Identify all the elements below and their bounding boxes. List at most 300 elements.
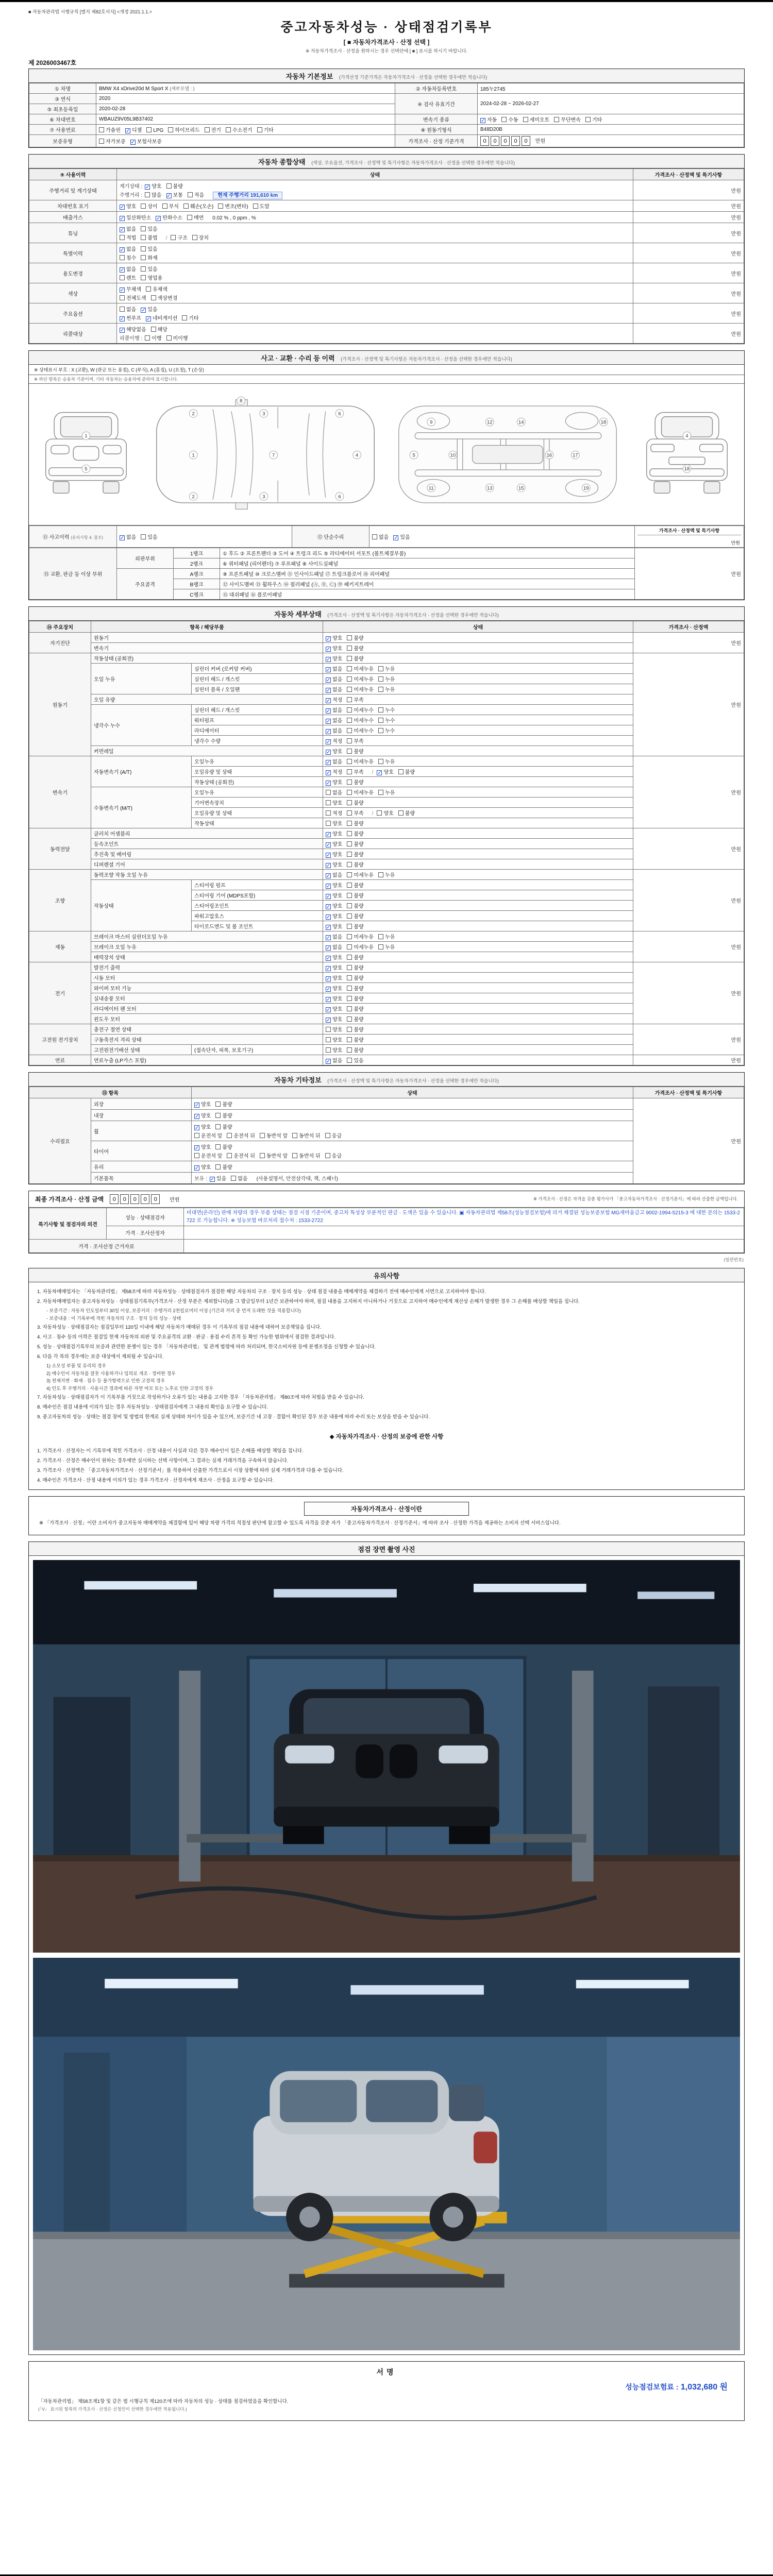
option-양호[interactable] bbox=[326, 953, 342, 961]
option-네비게이션[interactable] bbox=[146, 314, 177, 321]
checkbox-icon[interactable] bbox=[292, 1133, 297, 1138]
checkbox-icon[interactable]: ✓ bbox=[326, 935, 331, 941]
option-불량[interactable] bbox=[347, 963, 363, 971]
checkbox-icon[interactable] bbox=[347, 965, 352, 970]
option-양호[interactable] bbox=[326, 1036, 342, 1043]
option-누유[interactable] bbox=[378, 933, 395, 940]
option-없음[interactable] bbox=[326, 871, 342, 878]
checkbox-icon[interactable] bbox=[231, 1176, 236, 1181]
checkbox-icon[interactable]: ✓ bbox=[130, 140, 136, 145]
option-불량[interactable] bbox=[347, 902, 363, 909]
checkbox-icon[interactable] bbox=[347, 790, 352, 795]
checkbox-icon[interactable] bbox=[398, 810, 404, 816]
checkbox-icon[interactable]: ✓ bbox=[125, 128, 130, 134]
checkbox-icon[interactable] bbox=[141, 255, 146, 260]
option-없음[interactable] bbox=[326, 726, 342, 734]
checkbox-icon[interactable]: ✓ bbox=[120, 328, 125, 333]
checkbox-icon[interactable]: ✓ bbox=[326, 719, 331, 724]
option-양호[interactable] bbox=[194, 1143, 211, 1150]
option-있음[interactable] bbox=[141, 533, 157, 540]
option-부족[interactable] bbox=[347, 768, 363, 775]
option-적정[interactable] bbox=[326, 809, 342, 817]
option-양호[interactable] bbox=[326, 829, 342, 837]
option-수동[interactable] bbox=[501, 115, 518, 123]
checkbox-icon[interactable]: ✓ bbox=[326, 698, 331, 704]
option-양호[interactable] bbox=[326, 994, 342, 1002]
option-기타[interactable] bbox=[257, 126, 274, 133]
option-기타[interactable] bbox=[585, 115, 602, 123]
checkbox-icon[interactable] bbox=[347, 1047, 352, 1053]
checkbox-icon[interactable] bbox=[183, 204, 189, 209]
option-양호[interactable] bbox=[326, 922, 342, 930]
checkbox-icon[interactable]: ✓ bbox=[326, 987, 331, 992]
option-불량[interactable] bbox=[347, 1036, 363, 1043]
option-불량[interactable] bbox=[347, 860, 363, 868]
checkbox-icon[interactable] bbox=[227, 1153, 232, 1158]
checkbox-icon[interactable]: ✓ bbox=[326, 677, 331, 683]
option-있음[interactable] bbox=[347, 1056, 363, 1064]
checkbox-icon[interactable] bbox=[347, 872, 352, 877]
checkbox-icon[interactable] bbox=[166, 335, 172, 341]
checkbox-icon[interactable]: ✓ bbox=[326, 945, 331, 951]
option-양호[interactable] bbox=[326, 963, 342, 971]
checkbox-icon[interactable] bbox=[151, 327, 156, 332]
checkbox-icon[interactable]: ✓ bbox=[145, 184, 150, 190]
option-누수[interactable] bbox=[378, 706, 395, 714]
checkbox-icon[interactable] bbox=[166, 183, 172, 189]
checkbox-icon[interactable] bbox=[378, 759, 383, 764]
option-불량[interactable] bbox=[215, 1123, 232, 1130]
option-양호[interactable] bbox=[326, 860, 342, 868]
option-없음[interactable] bbox=[326, 788, 342, 796]
checkbox-icon[interactable] bbox=[218, 204, 223, 209]
checkbox-icon[interactable] bbox=[378, 934, 383, 939]
option-응급[interactable] bbox=[325, 1151, 342, 1159]
checkbox-icon[interactable]: ✓ bbox=[326, 647, 331, 652]
option-미세누수[interactable] bbox=[347, 726, 374, 734]
checkbox-icon[interactable] bbox=[120, 255, 125, 260]
checkbox-icon[interactable] bbox=[347, 779, 352, 785]
option-불량[interactable] bbox=[347, 1046, 363, 1054]
checkbox-icon[interactable]: ✓ bbox=[195, 1165, 199, 1171]
checkbox-icon[interactable]: ✓ bbox=[326, 781, 331, 786]
checkbox-icon[interactable] bbox=[347, 893, 352, 898]
option-운전석 뒤[interactable] bbox=[227, 1131, 255, 1139]
option-불량[interactable] bbox=[347, 1025, 363, 1033]
checkbox-icon[interactable] bbox=[326, 790, 331, 795]
option-부족[interactable] bbox=[347, 809, 363, 817]
checkbox-icon[interactable]: ✓ bbox=[326, 884, 331, 889]
checkbox-icon[interactable]: ✓ bbox=[326, 842, 331, 848]
checkbox-icon[interactable] bbox=[141, 226, 146, 231]
option-양호[interactable] bbox=[326, 778, 342, 786]
option-불량[interactable] bbox=[347, 912, 363, 920]
option-동반석 뒤[interactable] bbox=[292, 1151, 320, 1159]
option-하이브리드[interactable] bbox=[168, 126, 199, 133]
checkbox-icon[interactable] bbox=[141, 275, 146, 280]
option-부족[interactable] bbox=[347, 737, 363, 744]
checkbox-icon[interactable] bbox=[120, 275, 125, 280]
option-부식[interactable] bbox=[162, 202, 179, 210]
checkbox-icon[interactable] bbox=[501, 117, 507, 122]
price-survey-select[interactable]: [ ■ 자동차가격조사 · 산정 선택 ] bbox=[343, 39, 430, 46]
option-불량[interactable] bbox=[347, 994, 363, 1002]
option-양호[interactable] bbox=[326, 819, 342, 827]
option-양호[interactable] bbox=[145, 182, 161, 190]
checkbox-icon[interactable]: ✓ bbox=[326, 636, 331, 642]
option-불량[interactable] bbox=[347, 1015, 363, 1023]
option-불량[interactable] bbox=[398, 809, 415, 817]
option-불량[interactable] bbox=[347, 974, 363, 981]
option-불량[interactable] bbox=[398, 768, 415, 775]
checkbox-icon[interactable]: ✓ bbox=[326, 832, 331, 838]
checkbox-icon[interactable] bbox=[554, 117, 559, 122]
checkbox-icon[interactable] bbox=[99, 139, 104, 144]
checkbox-icon[interactable] bbox=[260, 1133, 265, 1138]
option-누유[interactable] bbox=[378, 871, 395, 878]
checkbox-icon[interactable] bbox=[378, 707, 383, 713]
option-수소전기[interactable] bbox=[226, 126, 253, 133]
checkbox-icon[interactable] bbox=[326, 821, 331, 826]
option-불량[interactable] bbox=[347, 840, 363, 848]
option-미세누유[interactable] bbox=[347, 685, 374, 693]
checkbox-icon[interactable]: ✓ bbox=[481, 118, 485, 124]
checkbox-icon[interactable]: ✓ bbox=[326, 739, 331, 745]
option-불량[interactable] bbox=[347, 891, 363, 899]
option-불량[interactable] bbox=[347, 829, 363, 837]
option-양호[interactable] bbox=[326, 799, 342, 806]
option-기타[interactable] bbox=[182, 314, 198, 321]
option-가솔린[interactable] bbox=[99, 126, 121, 133]
checkbox-icon[interactable] bbox=[347, 934, 352, 939]
checkbox-icon[interactable]: ✓ bbox=[326, 914, 331, 920]
checkbox-icon[interactable]: ✓ bbox=[120, 227, 125, 233]
option-장치[interactable] bbox=[192, 233, 209, 241]
checkbox-icon[interactable] bbox=[141, 235, 146, 240]
option-양호[interactable] bbox=[326, 747, 342, 755]
checkbox-icon[interactable]: ✓ bbox=[326, 1018, 331, 1023]
option-양호[interactable] bbox=[326, 1005, 342, 1012]
option-많음[interactable] bbox=[145, 191, 161, 198]
checkbox-icon[interactable] bbox=[523, 117, 528, 122]
option-누유[interactable] bbox=[378, 675, 395, 683]
checkbox-icon[interactable] bbox=[378, 687, 383, 692]
option-탄화수소[interactable] bbox=[156, 213, 182, 221]
checkbox-icon[interactable]: ✓ bbox=[326, 657, 331, 663]
option-유채색[interactable] bbox=[146, 285, 167, 293]
checkbox-icon[interactable] bbox=[585, 117, 591, 122]
checkbox-icon[interactable]: ✓ bbox=[326, 904, 331, 910]
checkbox-icon[interactable] bbox=[378, 718, 383, 723]
checkbox-icon[interactable] bbox=[347, 749, 352, 754]
option-없음[interactable] bbox=[326, 706, 342, 714]
option-양호[interactable] bbox=[194, 1123, 211, 1130]
option-전체도색[interactable] bbox=[120, 294, 146, 301]
option-양호[interactable] bbox=[326, 654, 342, 662]
option-있음[interactable] bbox=[393, 533, 410, 540]
checkbox-icon[interactable]: ✓ bbox=[195, 1125, 199, 1131]
option-양호[interactable] bbox=[326, 850, 342, 858]
option-불량[interactable] bbox=[215, 1111, 232, 1119]
option-미세누유[interactable] bbox=[347, 757, 374, 765]
checkbox-icon[interactable]: ✓ bbox=[326, 760, 331, 766]
option-미세누유[interactable] bbox=[347, 675, 374, 683]
checkbox-icon[interactable] bbox=[347, 759, 352, 764]
checkbox-icon[interactable] bbox=[194, 1133, 199, 1138]
checkbox-icon[interactable]: ✓ bbox=[377, 770, 382, 776]
option-해당없음[interactable] bbox=[120, 325, 146, 333]
option-양호[interactable] bbox=[194, 1111, 211, 1119]
checkbox-icon[interactable]: ✓ bbox=[326, 1007, 331, 1013]
checkbox-icon[interactable] bbox=[99, 127, 104, 132]
checkbox-icon[interactable]: ✓ bbox=[394, 535, 398, 541]
option-누유[interactable] bbox=[378, 943, 395, 951]
option-이행[interactable] bbox=[145, 334, 161, 342]
checkbox-icon[interactable]: ✓ bbox=[141, 308, 146, 313]
option-보험사보증[interactable] bbox=[130, 137, 162, 145]
checkbox-icon[interactable]: ✓ bbox=[326, 997, 331, 1003]
checkbox-icon[interactable] bbox=[347, 1058, 352, 1063]
checkbox-icon[interactable] bbox=[347, 996, 352, 1001]
option-응급[interactable] bbox=[325, 1131, 342, 1139]
checkbox-icon[interactable] bbox=[151, 295, 156, 300]
option-해당[interactable] bbox=[151, 325, 167, 333]
option-있음[interactable] bbox=[210, 1174, 226, 1182]
checkbox-icon[interactable]: ✓ bbox=[326, 667, 331, 673]
option-미세누유[interactable] bbox=[347, 943, 374, 951]
checkbox-icon[interactable] bbox=[378, 676, 383, 682]
checkbox-icon[interactable] bbox=[347, 955, 352, 960]
checkbox-icon[interactable]: ✓ bbox=[156, 216, 161, 222]
checkbox-icon[interactable] bbox=[145, 192, 150, 197]
checkbox-icon[interactable] bbox=[347, 821, 352, 826]
option-세미오토[interactable] bbox=[523, 115, 550, 123]
option-없음[interactable] bbox=[120, 533, 136, 540]
checkbox-icon[interactable]: ✓ bbox=[326, 708, 331, 714]
option-불량[interactable] bbox=[347, 850, 363, 858]
option-운전석 뒤[interactable] bbox=[227, 1151, 255, 1159]
checkbox-icon[interactable] bbox=[162, 204, 167, 209]
option-불량[interactable] bbox=[215, 1143, 232, 1150]
option-양호[interactable] bbox=[326, 840, 342, 848]
checkbox-icon[interactable]: ✓ bbox=[120, 267, 125, 273]
checkbox-icon[interactable]: ✓ bbox=[120, 205, 125, 210]
checkbox-icon[interactable]: ✓ bbox=[326, 688, 331, 693]
option-동반석 뒤[interactable] bbox=[292, 1131, 320, 1139]
option-불량[interactable] bbox=[166, 182, 183, 190]
checkbox-icon[interactable] bbox=[326, 1027, 331, 1032]
option-없음[interactable] bbox=[120, 245, 136, 252]
option-누유[interactable] bbox=[378, 757, 395, 765]
checkbox-icon[interactable] bbox=[347, 862, 352, 867]
checkbox-icon[interactable] bbox=[347, 718, 352, 723]
checkbox-icon[interactable] bbox=[141, 534, 146, 539]
option-미세누유[interactable] bbox=[347, 665, 374, 672]
option-일산화탄소[interactable] bbox=[120, 213, 151, 221]
checkbox-icon[interactable] bbox=[260, 1153, 265, 1158]
checkbox-icon[interactable] bbox=[347, 666, 352, 671]
checkbox-icon[interactable] bbox=[215, 1101, 221, 1107]
option-양호[interactable] bbox=[377, 768, 393, 775]
option-화재[interactable] bbox=[141, 253, 157, 261]
checkbox-icon[interactable]: ✓ bbox=[120, 535, 125, 541]
option-상이[interactable] bbox=[141, 202, 157, 210]
option-누유[interactable] bbox=[378, 788, 395, 796]
option-불량[interactable] bbox=[347, 799, 363, 806]
option-색상변경[interactable] bbox=[151, 294, 178, 301]
checkbox-icon[interactable] bbox=[347, 852, 352, 857]
option-불량[interactable] bbox=[347, 953, 363, 961]
checkbox-icon[interactable] bbox=[182, 315, 187, 320]
checkbox-icon[interactable]: ✓ bbox=[326, 966, 331, 972]
checkbox-icon[interactable]: ✓ bbox=[195, 1145, 199, 1151]
checkbox-icon[interactable] bbox=[347, 1027, 352, 1032]
checkbox-icon[interactable] bbox=[215, 1113, 221, 1118]
option-영업용[interactable] bbox=[141, 274, 162, 281]
option-운전석 앞[interactable] bbox=[194, 1131, 222, 1139]
option-디젤[interactable] bbox=[125, 126, 142, 133]
option-없음[interactable] bbox=[326, 943, 342, 951]
checkbox-icon[interactable] bbox=[378, 666, 383, 671]
checkbox-icon[interactable] bbox=[347, 769, 352, 774]
option-불량[interactable] bbox=[347, 778, 363, 786]
checkbox-icon[interactable] bbox=[372, 534, 377, 539]
option-양호[interactable] bbox=[120, 202, 136, 210]
checkbox-icon[interactable] bbox=[347, 1037, 352, 1042]
checkbox-icon[interactable]: ✓ bbox=[120, 216, 125, 222]
option-없음[interactable] bbox=[326, 933, 342, 940]
checkbox-icon[interactable]: ✓ bbox=[326, 750, 331, 755]
checkbox-icon[interactable] bbox=[378, 872, 383, 877]
option-없음[interactable] bbox=[326, 1056, 342, 1064]
option-미세누유[interactable] bbox=[347, 933, 374, 940]
checkbox-icon[interactable] bbox=[326, 810, 331, 816]
checkbox-icon[interactable] bbox=[141, 204, 146, 209]
option-동반석 앞[interactable] bbox=[260, 1131, 288, 1139]
option-양호[interactable] bbox=[326, 984, 342, 992]
checkbox-icon[interactable] bbox=[205, 127, 210, 132]
option-없음[interactable] bbox=[326, 716, 342, 724]
checkbox-icon[interactable] bbox=[326, 800, 331, 805]
option-불량[interactable] bbox=[347, 1005, 363, 1012]
checkbox-icon[interactable] bbox=[192, 235, 197, 240]
option-양호[interactable] bbox=[326, 644, 342, 652]
checkbox-icon[interactable] bbox=[347, 676, 352, 682]
checkbox-icon[interactable]: ✓ bbox=[326, 873, 331, 879]
checkbox-icon[interactable]: ✓ bbox=[326, 956, 331, 961]
option-양호[interactable] bbox=[326, 1046, 342, 1054]
option-누수[interactable] bbox=[378, 716, 395, 724]
option-없음[interactable] bbox=[231, 1174, 247, 1182]
option-양호[interactable] bbox=[326, 974, 342, 981]
option-도말[interactable] bbox=[253, 202, 270, 210]
checkbox-icon[interactable] bbox=[120, 307, 125, 312]
checkbox-icon[interactable] bbox=[120, 295, 125, 300]
checkbox-icon[interactable] bbox=[120, 235, 125, 240]
option-양호[interactable] bbox=[377, 809, 393, 817]
option-있음[interactable] bbox=[141, 225, 157, 232]
checkbox-icon[interactable] bbox=[146, 127, 152, 132]
option-불량[interactable] bbox=[215, 1100, 232, 1108]
checkbox-icon[interactable]: ✓ bbox=[326, 976, 331, 982]
checkbox-icon[interactable] bbox=[378, 944, 383, 950]
option-보통[interactable] bbox=[166, 191, 183, 198]
checkbox-icon[interactable] bbox=[347, 656, 352, 661]
option-무단변속[interactable] bbox=[554, 115, 581, 123]
checkbox-icon[interactable] bbox=[188, 192, 193, 197]
checkbox-icon[interactable]: ✓ bbox=[195, 1103, 199, 1108]
checkbox-icon[interactable]: ✓ bbox=[326, 729, 331, 735]
option-누유[interactable] bbox=[378, 665, 395, 672]
option-없음[interactable] bbox=[326, 665, 342, 672]
checkbox-icon[interactable] bbox=[326, 1047, 331, 1053]
checkbox-icon[interactable] bbox=[187, 215, 192, 220]
option-누수[interactable] bbox=[378, 726, 395, 734]
checkbox-icon[interactable] bbox=[215, 1144, 221, 1149]
option-미이행[interactable] bbox=[166, 334, 188, 342]
option-적법[interactable] bbox=[120, 233, 136, 241]
option-불법[interactable] bbox=[141, 233, 157, 241]
checkbox-icon[interactable] bbox=[347, 728, 352, 733]
checkbox-icon[interactable] bbox=[347, 903, 352, 908]
option-불량[interactable] bbox=[347, 984, 363, 992]
checkbox-icon[interactable] bbox=[347, 1016, 352, 1022]
option-동반석 앞[interactable] bbox=[260, 1151, 288, 1159]
checkbox-icon[interactable] bbox=[257, 127, 262, 132]
checkbox-icon[interactable] bbox=[215, 1124, 221, 1129]
checkbox-icon[interactable]: ✓ bbox=[195, 1114, 199, 1120]
option-없음[interactable] bbox=[326, 757, 342, 765]
checkbox-icon[interactable] bbox=[194, 1153, 199, 1158]
checkbox-icon[interactable]: ✓ bbox=[120, 316, 125, 322]
checkbox-icon[interactable] bbox=[171, 235, 176, 240]
option-없음[interactable] bbox=[120, 305, 136, 313]
checkbox-icon[interactable] bbox=[141, 266, 146, 272]
checkbox-icon[interactable] bbox=[141, 246, 146, 251]
option-적정[interactable] bbox=[326, 737, 342, 744]
option-있음[interactable] bbox=[141, 305, 157, 313]
option-LPG[interactable] bbox=[146, 127, 163, 133]
checkbox-icon[interactable] bbox=[325, 1153, 330, 1158]
checkbox-icon[interactable] bbox=[378, 728, 383, 733]
option-없음[interactable] bbox=[120, 265, 136, 273]
option-무채색[interactable] bbox=[120, 285, 141, 293]
option-불량[interactable] bbox=[347, 644, 363, 652]
checkbox-icon[interactable] bbox=[347, 975, 352, 980]
option-없음[interactable] bbox=[372, 533, 389, 540]
checkbox-icon[interactable] bbox=[347, 635, 352, 640]
checkbox-icon[interactable] bbox=[347, 646, 352, 651]
option-없음[interactable] bbox=[120, 225, 136, 232]
option-없음[interactable] bbox=[326, 675, 342, 683]
checkbox-icon[interactable] bbox=[347, 810, 352, 816]
checkbox-icon[interactable] bbox=[145, 335, 150, 341]
checkbox-icon[interactable] bbox=[347, 687, 352, 692]
checkbox-icon[interactable] bbox=[347, 841, 352, 846]
checkbox-icon[interactable] bbox=[347, 831, 352, 836]
option-매연[interactable] bbox=[187, 213, 204, 221]
checkbox-icon[interactable] bbox=[377, 810, 382, 816]
checkbox-icon[interactable] bbox=[168, 127, 173, 132]
option-양호[interactable] bbox=[326, 1015, 342, 1023]
checkbox-icon[interactable] bbox=[347, 800, 352, 805]
checkbox-icon[interactable] bbox=[398, 769, 404, 774]
option-불량[interactable] bbox=[347, 881, 363, 889]
checkbox-icon[interactable]: ✓ bbox=[120, 247, 125, 253]
checkbox-icon[interactable]: ✓ bbox=[326, 1059, 331, 1064]
option-변조(변타)[interactable] bbox=[218, 202, 248, 210]
checkbox-icon[interactable]: ✓ bbox=[146, 316, 151, 322]
